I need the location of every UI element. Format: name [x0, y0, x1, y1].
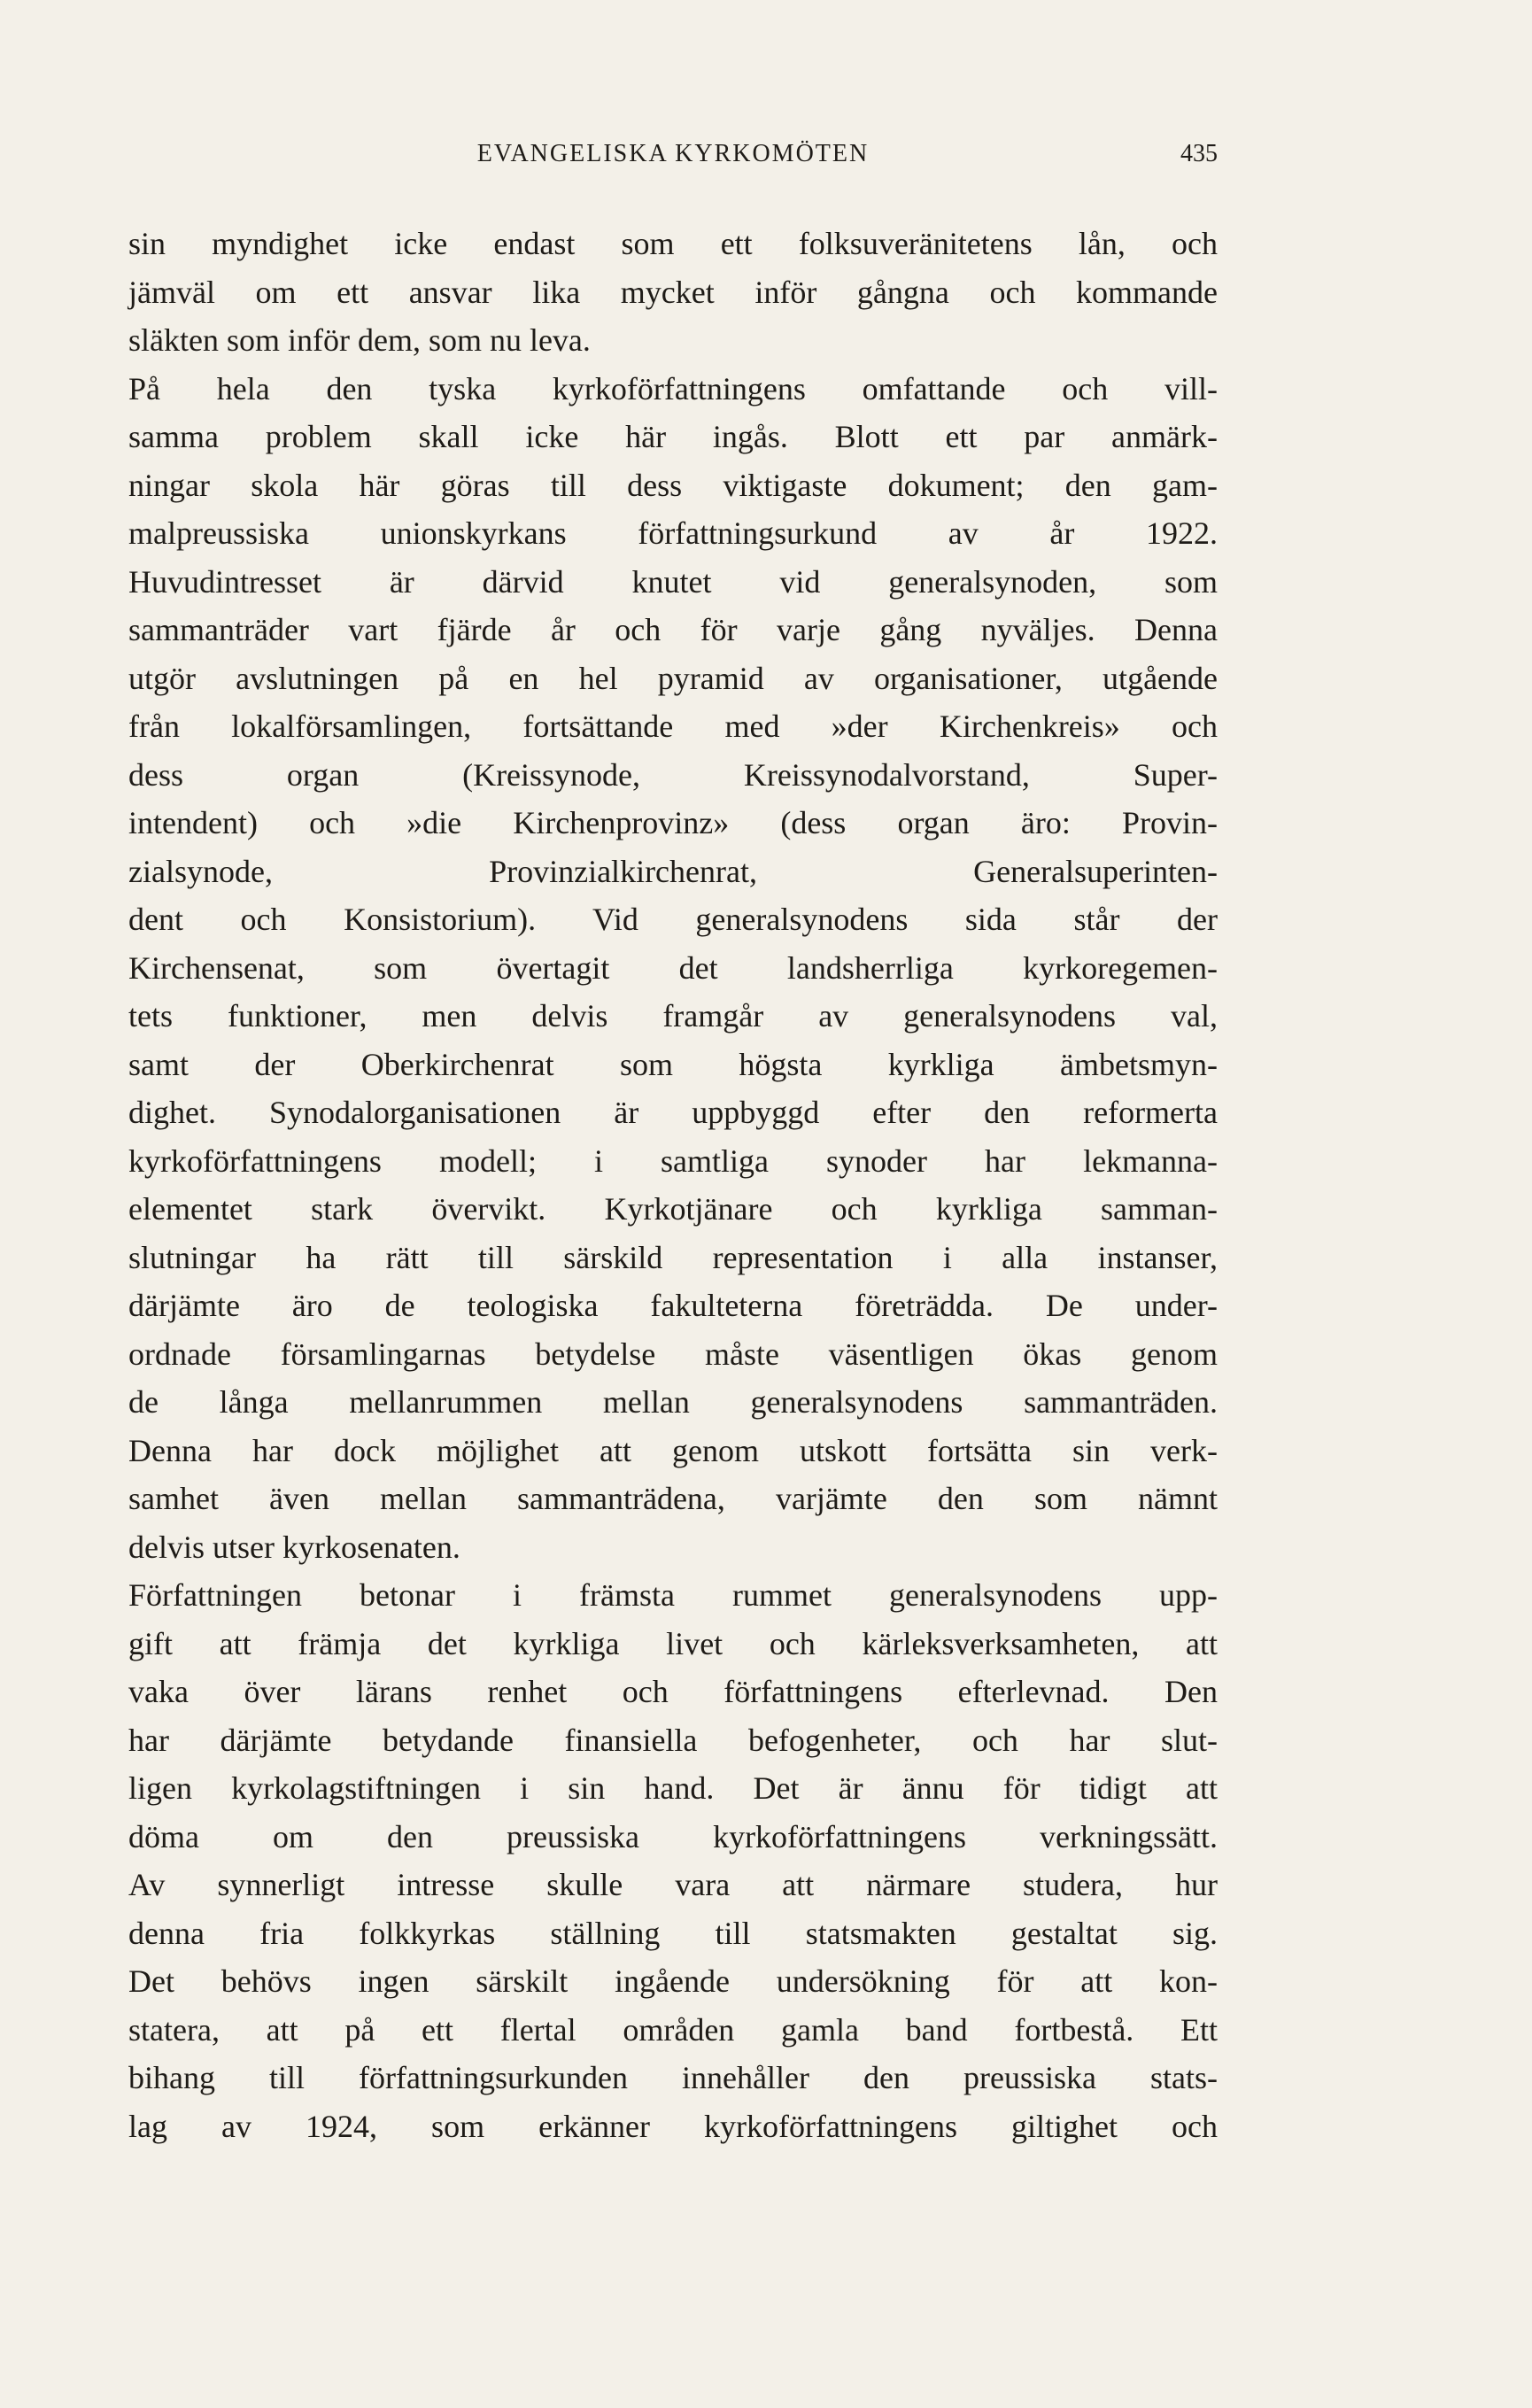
text-line: intendent) och »die Kirchenprovinz» (dess organ äro: Provin- [128, 805, 1218, 840]
text-line: dighet. Synodalorganisationen är uppbyggd efter den reformerta [128, 1095, 1218, 1130]
text-line: samma problem skall icke här ingås. Blott ett par anmärk- [128, 419, 1218, 454]
text-line: bihang till författningsurkunden innehåller den preussiska stats- [128, 2060, 1218, 2095]
text-line: Kirchensenat, som övertagit det landsherrliga kyrkoregemen- [128, 949, 1218, 986]
text-line: kyrkoförfattningens modell; i samtliga synoder har lekmanna- [128, 1142, 1218, 1179]
running-title: EVANGELISKA KYRKOMÖTEN [476, 140, 870, 167]
text-line: statera, att på ett flertal områden gamla band fortbestå. Ett [128, 2011, 1218, 2048]
text-line: sammanträder vart fjärde år och för varje gång nyväljes. Denna [128, 612, 1218, 647]
text-line: malpreussiska unionskyrkans författningsurkund av år 1922. [128, 515, 1218, 551]
text-line: därjämte äro de teologiska fakulteterna företrädda. De under- [128, 1288, 1218, 1323]
text-line: har därjämte betydande finansiella befogenheter, och har slut- [128, 1722, 1218, 1758]
body-text [128, 220, 1218, 2150]
text-line: ligen kyrkolagstiftningen i sin hand. Det är ännu för tidigt att [128, 1770, 1218, 1806]
text-line: lag av 1924, som erkänner kyrkoförfattningens giltighet och [128, 2108, 1218, 2144]
text-line: döma om den preussiska kyrkoförfattningens verkningssätt. [128, 1818, 1218, 1854]
text-line: Författningen betonar i främsta rummet generalsynodens upp- [128, 1577, 1218, 1613]
text-line: gift att främja det kyrkliga livet och kärleksverksamheten, att [128, 1625, 1218, 1661]
running-head [128, 140, 1218, 175]
text-line: delvis utser kyrkosenaten. [128, 1529, 460, 1565]
text-line: Av synnerligt intresse skulle vara att närmare studera, hur [128, 1867, 1218, 1902]
text-line: ordnade församlingarnas betydelse måste väsentligen ökas genom [128, 1336, 1218, 1372]
text-line: dess organ (Kreissynode, Kreissynodalvorstand, Super- [128, 756, 1218, 793]
text-line: ningar skola här göras till dess viktigaste dokument; den gam- [128, 467, 1218, 503]
text-line: utgör avslutningen på en hel pyramid av organisationer, utgående [128, 660, 1218, 696]
text-line: vaka över lärans renhet och författningens efterlevnad. Den [128, 1674, 1218, 1709]
text-line: Denna har dock möjlighet att genom utskott fortsätta sin verk- [128, 1432, 1218, 1468]
text-line: släkten som inför dem, som nu leva. [128, 322, 591, 358]
text-line: samhet även mellan sammanträdena, varjämte den som nämnt [128, 1481, 1218, 1516]
text-line: På hela den tyska kyrkoförfattningens omfattande och vill- [128, 370, 1218, 406]
text-line: de långa mellanrummen mellan generalsynodens sammanträden. [128, 1384, 1218, 1420]
text-line: elementet stark övervikt. Kyrkotjänare och kyrkliga samman- [128, 1191, 1218, 1227]
text-line: slutningar ha rätt till särskild representation i alla instanser, [128, 1239, 1218, 1275]
text-line: från lokalförsamlingen, fortsättande med »der Kirchenkreis» och [128, 708, 1218, 744]
text-line: jämväl om ett ansvar lika mycket inför gångna och kommande [128, 274, 1218, 310]
text-line: samt der Oberkirchenrat som högsta kyrkliga ämbetsmyn- [128, 1046, 1218, 1082]
text-line: tets funktioner, men delvis framgår av generalsynodens val, [128, 998, 1218, 1034]
text-line: zialsynode, Provinzialkirchenrat, Generalsuperinten- [128, 853, 1218, 889]
page-number: 435 [1180, 140, 1218, 167]
text-line: denna fria folkkyrkas ställning till statsmakten gestaltat sig. [128, 1915, 1218, 1951]
text-line: dent och Konsistorium). Vid generalsynodens sida står der [128, 902, 1218, 937]
text-line: Det behövs ingen särskilt ingående undersökning för att kon- [128, 1963, 1218, 1999]
text-line: Huvudintresset är därvid knutet vid generalsynoden, som [128, 563, 1218, 600]
text-line: sin myndighet icke endast som ett folksuveränitetens lån, och [128, 226, 1218, 261]
